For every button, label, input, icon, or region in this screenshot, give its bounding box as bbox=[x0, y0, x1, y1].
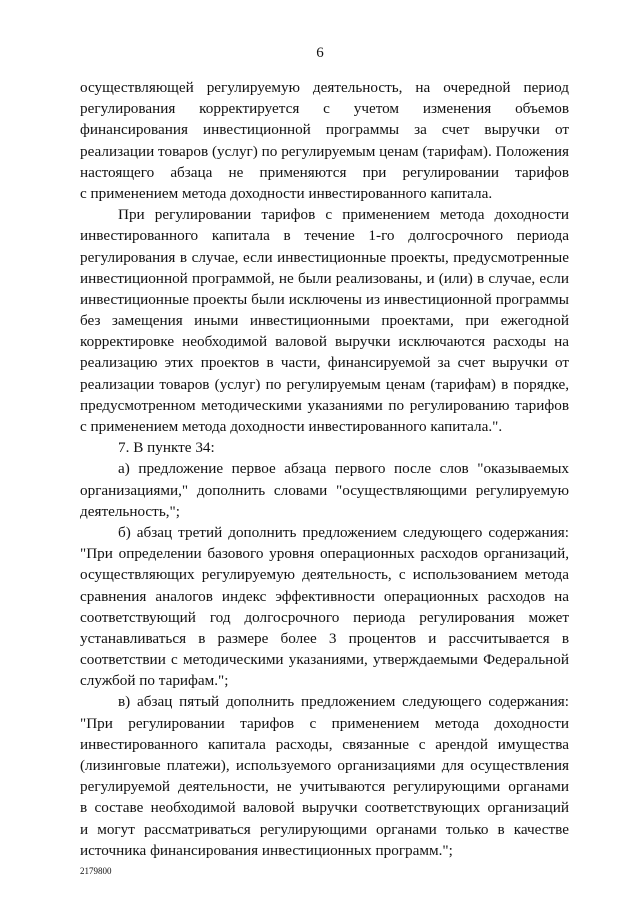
text-line: осуществляющей регулируемую деятельность, на очередной период bbox=[80, 79, 569, 96]
body-text bbox=[80, 77, 569, 861]
text-line: "При регулировании тарифов с применением метода доходности bbox=[80, 714, 569, 732]
text-line: б) абзац третий дополнить предложением следующего содержания: bbox=[118, 523, 569, 541]
text-line: корректировке необходимой валовой выручки исключаются расходы на bbox=[80, 333, 569, 351]
text-line: в) абзац пятый дополнить предложением следующего содержания: bbox=[118, 693, 569, 711]
text-line: реализации товаров (услуг) по регулируемым ценам (тарифам) в порядке, bbox=[80, 375, 569, 393]
text-line: 7. В пункте 34: bbox=[118, 439, 215, 457]
text-line: осуществляющих регулируемую деятельность, с использованием метода bbox=[80, 566, 569, 584]
text-line: соответствии с методическими указаниями, утверждаемыми Федеральной bbox=[80, 651, 569, 669]
text-line: настоящего абзаца не применяются при регулировании тарифов bbox=[80, 163, 569, 181]
page-number: 6 bbox=[316, 45, 324, 61]
text-line: регулируемой деятельности, не учитываются регулирующими органами bbox=[80, 778, 569, 796]
text-line: организациями," дополнить словами "осуществляющими регулируемую bbox=[80, 481, 569, 499]
text-line: сравнения аналогов индекс эффективности операционных расходов на bbox=[80, 587, 569, 605]
text-line: с применением метода доходности инвестированного капитала.". bbox=[80, 418, 503, 435]
text-line: инвестиционной программой, не были реализованы, и (или) в случае, если bbox=[80, 269, 569, 287]
text-line: инвестированного капитала в течение 1-го долгосрочного периода bbox=[80, 227, 569, 245]
text-line: в составе необходимой валовой выручки соответствующих организаций bbox=[80, 799, 569, 817]
text-line: (лизинговые платежи), используемого организациями для осуществления bbox=[80, 757, 569, 774]
text-line: реализации товаров (услуг) по регулируемым ценам (тарифам). Положения bbox=[80, 142, 569, 160]
text-line: службой по тарифам."; bbox=[80, 672, 229, 690]
text-line: соответствующий год долгосрочного периода регулирования может bbox=[80, 608, 569, 626]
text-line: финансирования инвестиционной программы за счет выручки от bbox=[80, 121, 569, 139]
text-line: инвестиционные проекты были исключены из инвестиционной программы bbox=[80, 290, 569, 308]
text-line: регулирования в случае, если инвестиционные проекты, предусмотренные bbox=[80, 248, 569, 266]
text-line: и могут рассматриваться регулирующими органами только в качестве bbox=[80, 820, 569, 838]
text-line: инвестированного капитала расходы, связанные с арендой имущества bbox=[80, 735, 569, 753]
text-line: устанавливаться в размере более 3 процентов и рассчитывается в bbox=[80, 629, 569, 647]
text-line: без замещения иными инвестиционными проектами, при ежегодной bbox=[80, 312, 569, 330]
text-line: регулирования корректируется с учетом изменения объемов bbox=[80, 100, 569, 118]
text-line: "При определении базового уровня операционных расходов организаций, bbox=[80, 545, 569, 563]
text-line: источника финансирования инвестиционных программ."; bbox=[80, 841, 453, 859]
text-line: с применением метода доходности инвестированного капитала. bbox=[80, 184, 493, 202]
text-line: реализацию этих проектов в части, финансируемой за счет выручки от bbox=[80, 354, 569, 372]
text-line: При регулировании тарифов с применением метода доходности bbox=[118, 206, 569, 224]
document-code: 2179800 bbox=[80, 866, 112, 876]
text-line: а) предложение первое абзаца первого после слов "оказываемых bbox=[118, 460, 569, 478]
text-line: деятельность,"; bbox=[80, 502, 180, 520]
text-line: предусмотренном методическими указаниями по регулированию тарифов bbox=[80, 396, 569, 414]
